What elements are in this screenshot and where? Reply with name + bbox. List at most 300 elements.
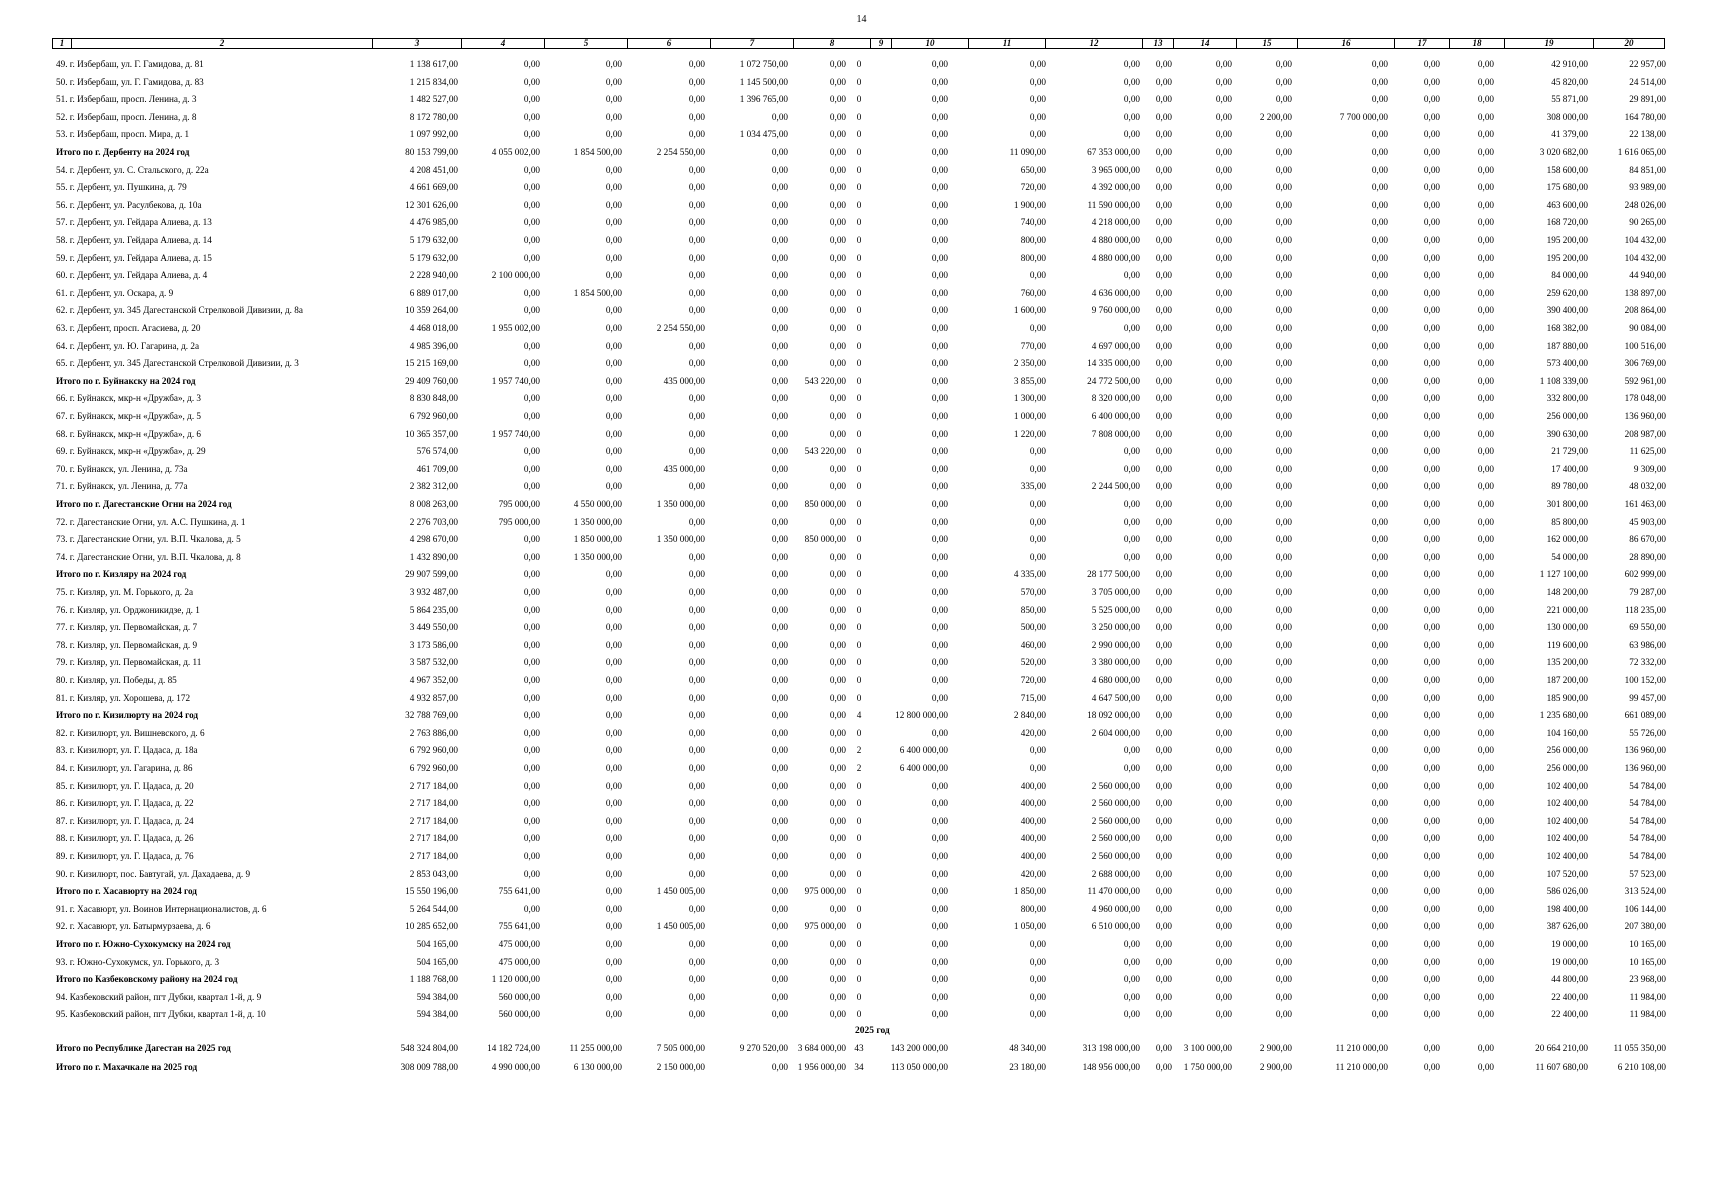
value-cell: 32 788 769,00 — [405, 710, 458, 721]
value-cell: 1 482 527,00 — [409, 94, 458, 105]
value-cell: 138 897,00 — [1624, 287, 1666, 298]
value-cell: 1 034 475,00 — [739, 129, 788, 140]
value-cell: 0,00 — [931, 903, 948, 914]
value-cell: 0,00 — [1477, 868, 1494, 879]
value-cell: 0,00 — [1275, 235, 1292, 245]
value-cell: 0,00 — [829, 745, 846, 756]
value-cell: 1 850 000,00 — [573, 534, 622, 545]
value-cell: 0,00 — [931, 727, 948, 738]
value-cell: 0,00 — [688, 675, 705, 685]
value-cell: 0,00 — [1275, 551, 1292, 562]
value-cell: 0,00 — [829, 833, 846, 844]
value-cell: 0,00 — [931, 235, 948, 245]
value-cell: 0,00 — [829, 1009, 846, 1020]
address-cell: 93. г. Южно-Сухокумск, ул. Горького, д. 3 — [56, 956, 220, 967]
value-cell: 0,00 — [829, 94, 846, 105]
value-cell: 0,00 — [829, 59, 846, 69]
value-cell: 0,00 — [1275, 727, 1292, 738]
value-cell: 0,00 — [931, 463, 948, 474]
value-cell: 0,00 — [771, 411, 788, 421]
value-cell: 0,00 — [688, 587, 705, 597]
value-cell: 11 055 350,00 — [1613, 1043, 1666, 1053]
value-cell: 0,00 — [1275, 76, 1292, 87]
value-cell: 0,00 — [1123, 323, 1140, 333]
value-cell: 0,00 — [605, 851, 622, 861]
header-col-13: 13 — [1143, 39, 1174, 49]
value-cell: 0,00 — [1477, 780, 1494, 791]
value-cell: 0,00 — [605, 411, 622, 421]
value-cell: 0,00 — [1155, 868, 1172, 879]
value-cell: 0,00 — [1123, 111, 1140, 122]
value-cell: 0,00 — [1275, 446, 1292, 457]
value-cell: 770,00 — [1020, 340, 1046, 351]
value-cell: 0,00 — [1477, 921, 1494, 932]
value-cell: 1 600,00 — [1013, 305, 1046, 316]
subtotal-label: Итого по г. Южно-Сухокумску на 2024 год — [56, 939, 231, 949]
value-cell: 594 384,00 — [416, 991, 458, 1002]
value-cell: 0,00 — [1477, 622, 1494, 633]
value-cell: 0,00 — [1423, 534, 1440, 545]
value-cell: 0 — [856, 798, 862, 809]
value-cell: 0,00 — [771, 939, 788, 949]
header-col-14: 14 — [1174, 39, 1237, 49]
value-cell: 12 800 000,00 — [895, 710, 948, 721]
value-cell: 0,00 — [771, 569, 788, 580]
value-cell: 0,00 — [1371, 974, 1388, 985]
value-cell: 0 — [856, 147, 862, 157]
value-cell: 0,00 — [829, 939, 846, 949]
value-cell: 1 220,00 — [1013, 428, 1046, 439]
value-cell: 0,00 — [1477, 323, 1494, 333]
value-cell: 0,00 — [829, 463, 846, 474]
value-cell: 0,00 — [1477, 956, 1494, 967]
value-cell: 975 000,00 — [804, 921, 846, 932]
value-cell: 1 050,00 — [1013, 921, 1046, 932]
table-row — [0, 408, 1723, 425]
value-cell: 461 709,00 — [416, 463, 458, 474]
value-cell: 3 855,00 — [1013, 375, 1046, 386]
subtotal-label: Итого по г. Махачкале на 2025 год — [56, 1062, 198, 1072]
value-cell: 0,00 — [931, 956, 948, 967]
value-cell: 3 380 000,00 — [1091, 657, 1140, 668]
value-cell: 29 891,00 — [1629, 94, 1666, 105]
value-cell: 0,00 — [829, 604, 846, 615]
value-cell: 45 820,00 — [1551, 76, 1588, 87]
value-cell: 0,00 — [1477, 745, 1494, 756]
value-cell: 0,00 — [829, 199, 846, 210]
table-row — [0, 179, 1723, 196]
value-cell: 0,00 — [931, 833, 948, 844]
value-cell: 0,00 — [1371, 956, 1388, 967]
value-cell: 2 228 940,00 — [409, 270, 458, 281]
value-cell: 0,00 — [771, 199, 788, 210]
value-cell: 0,00 — [1215, 745, 1232, 756]
address-cell: 85. г. Кизилюрт, ул. Г. Цадаса, д. 20 — [56, 780, 194, 791]
value-cell: 0,00 — [1371, 499, 1388, 509]
value-cell: 0,00 — [1155, 111, 1172, 122]
value-cell: 0,00 — [1155, 129, 1172, 140]
value-cell: 0,00 — [688, 270, 705, 281]
value-cell: 0,00 — [1215, 481, 1232, 492]
value-cell: 0,00 — [1477, 569, 1494, 580]
value-cell: 0,00 — [605, 323, 622, 333]
value-cell: 0,00 — [605, 974, 622, 985]
value-cell: 400,00 — [1020, 815, 1046, 826]
table-row — [0, 285, 1723, 302]
value-cell: 0,00 — [829, 657, 846, 668]
value-cell: 0 — [856, 622, 862, 633]
value-cell: 0,00 — [1371, 886, 1388, 897]
value-cell: 0 — [856, 903, 862, 914]
value-cell: 0,00 — [605, 375, 622, 386]
table-row — [0, 760, 1723, 777]
value-cell: 0,00 — [829, 111, 846, 122]
value-cell: 0,00 — [688, 727, 705, 738]
value-cell: 168 720,00 — [1546, 217, 1588, 228]
value-cell: 0,00 — [1423, 411, 1440, 421]
value-cell: 185 900,00 — [1546, 692, 1588, 703]
value-cell: 72 332,00 — [1629, 657, 1666, 668]
value-cell: 0,00 — [931, 604, 948, 615]
address-cell: 84. г. Кизилюрт, ул. Гагарина, д. 86 — [56, 763, 193, 773]
value-cell: 0,00 — [1215, 323, 1232, 333]
value-cell: 0,00 — [771, 164, 788, 175]
value-cell: 0,00 — [1423, 182, 1440, 193]
value-cell: 0,00 — [1123, 745, 1140, 756]
value-cell: 0 — [856, 587, 862, 597]
value-cell: 0,00 — [931, 393, 948, 404]
value-cell: 11 607 680,00 — [1535, 1062, 1588, 1072]
value-cell: 0,00 — [1477, 991, 1494, 1002]
value-cell: 0,00 — [523, 446, 540, 457]
subtotal-row — [0, 971, 1723, 988]
value-cell: 0,00 — [1275, 798, 1292, 809]
value-cell: 1 350 000,00 — [656, 499, 705, 509]
address-cell: 71. г. Буйнакск, ул. Ленина, д. 77а — [56, 481, 188, 492]
value-cell: 0,00 — [1423, 991, 1440, 1002]
value-cell: 0,00 — [523, 252, 540, 263]
table-row — [0, 602, 1723, 619]
value-cell: 0,00 — [688, 129, 705, 140]
value-cell: 0,00 — [1029, 270, 1046, 281]
table-row — [0, 214, 1723, 231]
value-cell: 0,00 — [1275, 921, 1292, 932]
value-cell: 0,00 — [1029, 956, 1046, 967]
value-cell: 0,00 — [1371, 1009, 1388, 1020]
value-cell: 136 960,00 — [1624, 763, 1666, 773]
value-cell: 2 900,00 — [1259, 1062, 1292, 1072]
value-cell: 420,00 — [1020, 868, 1046, 879]
value-cell: 0,00 — [771, 657, 788, 668]
value-cell: 168 382,00 — [1546, 323, 1588, 333]
value-cell: 0,00 — [1215, 129, 1232, 140]
value-cell: 0,00 — [1275, 375, 1292, 386]
value-cell: 0,00 — [605, 59, 622, 69]
value-cell: 560 000,00 — [498, 1009, 540, 1020]
value-cell: 0,00 — [605, 639, 622, 650]
value-cell: 0,00 — [1423, 851, 1440, 861]
subtotal-row — [0, 936, 1723, 953]
value-cell: 0,00 — [605, 199, 622, 210]
value-cell: 119 600,00 — [1546, 639, 1588, 650]
value-cell: 0,00 — [1155, 991, 1172, 1002]
value-cell: 0,00 — [1155, 921, 1172, 932]
value-cell: 2 717 184,00 — [409, 815, 458, 826]
value-cell: 0,00 — [1477, 851, 1494, 861]
value-cell: 0,00 — [829, 182, 846, 193]
value-cell: 4 880 000,00 — [1091, 252, 1140, 263]
address-cell: 50. г. Избербаш, ул. Г. Гамидова, д. 83 — [56, 76, 204, 87]
value-cell: 0,00 — [1371, 217, 1388, 228]
value-cell: 0,00 — [771, 147, 788, 157]
value-cell: 0,00 — [688, 481, 705, 492]
subtotal-row — [0, 1040, 1723, 1057]
value-cell: 187 200,00 — [1546, 675, 1588, 685]
value-cell: 0,00 — [1371, 340, 1388, 351]
value-cell: 0,00 — [523, 94, 540, 105]
value-cell: 0,00 — [1123, 270, 1140, 281]
value-cell: 0,00 — [605, 428, 622, 439]
value-cell: 0 — [856, 111, 862, 122]
value-cell: 0,00 — [931, 94, 948, 105]
value-cell: 0,00 — [931, 217, 948, 228]
value-cell: 0,00 — [605, 393, 622, 404]
value-cell: 0,00 — [688, 199, 705, 210]
header-col-2: 2 — [72, 39, 373, 49]
value-cell: 0,00 — [1371, 199, 1388, 210]
address-cell: 70. г. Буйнакск, ул. Ленина, д. 73а — [56, 463, 188, 474]
value-cell: 24 772 500,00 — [1087, 375, 1140, 386]
value-cell: 0 — [856, 604, 862, 615]
header-col-1: 1 — [53, 39, 72, 49]
value-cell: 0,00 — [931, 129, 948, 140]
value-cell: 4 476 985,00 — [409, 217, 458, 228]
value-cell: 0,00 — [1477, 939, 1494, 949]
value-cell: 1 127 100,00 — [1539, 569, 1588, 580]
value-cell: 0,00 — [1155, 798, 1172, 809]
value-cell: 0,00 — [1123, 991, 1140, 1002]
value-cell: 44 940,00 — [1629, 270, 1666, 281]
value-cell: 2 244 500,00 — [1091, 481, 1140, 492]
value-cell: 18 092 000,00 — [1087, 710, 1140, 721]
value-cell: 0,00 — [1423, 199, 1440, 210]
value-cell: 0,00 — [1215, 358, 1232, 369]
value-cell: 0,00 — [1123, 1009, 1140, 1020]
value-cell: 0,00 — [1371, 94, 1388, 105]
value-cell: 1 854 500,00 — [573, 147, 622, 157]
header-col-12: 12 — [1046, 39, 1143, 49]
value-cell: 0,00 — [931, 147, 948, 157]
value-cell: 0,00 — [931, 886, 948, 897]
value-cell: 10 165,00 — [1629, 939, 1666, 949]
value-cell: 0,00 — [1371, 235, 1388, 245]
value-cell: 504 165,00 — [416, 956, 458, 967]
value-cell: 208 864,00 — [1624, 305, 1666, 316]
value-cell: 0,00 — [931, 692, 948, 703]
value-cell: 0,00 — [688, 798, 705, 809]
value-cell: 0,00 — [1215, 710, 1232, 721]
value-cell: 1 750 000,00 — [1183, 1062, 1232, 1072]
value-cell: 256 000,00 — [1546, 745, 1588, 756]
value-cell: 0,00 — [1029, 939, 1046, 949]
value-cell: 0,00 — [523, 727, 540, 738]
value-cell: 0,00 — [1155, 199, 1172, 210]
value-cell: 475 000,00 — [498, 956, 540, 967]
address-cell: 56. г. Дербент, ул. Расулбекова, д. 10а — [56, 199, 202, 210]
value-cell: 0,00 — [1155, 499, 1172, 509]
value-cell: 0,00 — [1423, 76, 1440, 87]
value-cell: 0,00 — [771, 991, 788, 1002]
value-cell: 0,00 — [1275, 305, 1292, 316]
value-cell: 0,00 — [1423, 499, 1440, 509]
value-cell: 0,00 — [1123, 939, 1140, 949]
value-cell: 0,00 — [605, 76, 622, 87]
value-cell: 0,00 — [829, 129, 846, 140]
value-cell: 0,00 — [771, 499, 788, 509]
address-cell: 57. г. Дербент, ул. Гейдара Алиева, д. 13 — [56, 217, 212, 228]
header-col-11: 11 — [969, 39, 1046, 49]
header-col-20: 20 — [1594, 39, 1665, 49]
value-cell: 0,00 — [688, 551, 705, 562]
value-cell: 0,00 — [523, 358, 540, 369]
value-cell: 0,00 — [1155, 1009, 1172, 1020]
value-cell: 0,00 — [1423, 375, 1440, 386]
value-cell: 0,00 — [1029, 551, 1046, 562]
value-cell: 4 468 018,00 — [409, 323, 458, 333]
value-cell: 0,00 — [688, 111, 705, 122]
table-row — [0, 584, 1723, 601]
value-cell: 67 353 000,00 — [1087, 147, 1140, 157]
value-cell: 0,00 — [1155, 94, 1172, 105]
value-cell: 0,00 — [931, 639, 948, 650]
value-cell: 6 400 000,00 — [899, 763, 948, 773]
value-cell: 4 055 002,00 — [491, 147, 540, 157]
table-row — [0, 654, 1723, 671]
value-cell: 4 392 000,00 — [1091, 182, 1140, 193]
header-col-19: 19 — [1505, 39, 1594, 49]
value-cell: 0,00 — [688, 76, 705, 87]
address-cell: 54. г. Дербент, ул. С. Стальского, д. 22а — [56, 164, 209, 175]
value-cell: 0,00 — [1155, 59, 1172, 69]
value-cell: 3 587 532,00 — [409, 657, 458, 668]
value-cell: 0 — [856, 851, 862, 861]
value-cell: 0,00 — [523, 692, 540, 703]
value-cell: 0,00 — [931, 815, 948, 826]
value-cell: 0,00 — [1275, 622, 1292, 633]
value-cell: 85 800,00 — [1551, 516, 1588, 527]
value-cell: 0,00 — [1155, 956, 1172, 967]
value-cell: 0,00 — [1423, 59, 1440, 69]
value-cell: 0,00 — [1215, 991, 1232, 1002]
value-cell: 1 900,00 — [1013, 199, 1046, 210]
value-cell: 69 550,00 — [1629, 622, 1666, 633]
value-cell: 0,00 — [1275, 516, 1292, 527]
value-cell: 0,00 — [1371, 780, 1388, 791]
value-cell: 0,00 — [523, 622, 540, 633]
subtotal-label: Итого по г. Дагестанские Огни на 2024 год — [56, 499, 232, 509]
value-cell: 15 215 169,00 — [405, 358, 458, 369]
value-cell: 0 — [856, 833, 862, 844]
value-cell: 1 616 065,00 — [1617, 147, 1666, 157]
value-cell: 0,00 — [688, 340, 705, 351]
value-cell: 0,00 — [605, 111, 622, 122]
value-cell: 2 560 000,00 — [1091, 833, 1140, 844]
table-row — [0, 531, 1723, 548]
value-cell: 0,00 — [1371, 76, 1388, 87]
value-cell: 0,00 — [605, 727, 622, 738]
value-cell: 2 350,00 — [1013, 358, 1046, 369]
value-cell: 11 590 000,00 — [1087, 199, 1140, 210]
value-cell: 28 890,00 — [1629, 551, 1666, 562]
value-cell: 4 985 396,00 — [409, 340, 458, 351]
value-cell: 0,00 — [1477, 516, 1494, 527]
value-cell: 0,00 — [1423, 815, 1440, 826]
value-cell: 54 000,00 — [1551, 551, 1588, 562]
value-cell: 0,00 — [1155, 780, 1172, 791]
value-cell: 0,00 — [1371, 727, 1388, 738]
value-cell: 5 864 235,00 — [409, 604, 458, 615]
value-cell: 0,00 — [1423, 94, 1440, 105]
value-cell: 4 636 000,00 — [1091, 287, 1140, 298]
value-cell: 0,00 — [605, 886, 622, 897]
value-cell: 0,00 — [688, 780, 705, 791]
table-row — [0, 1006, 1723, 1023]
value-cell: 0 — [856, 692, 862, 703]
value-cell: 0,00 — [829, 974, 846, 985]
value-cell: 0,00 — [1423, 587, 1440, 597]
value-cell: 0,00 — [1275, 499, 1292, 509]
value-cell: 0,00 — [1155, 815, 1172, 826]
value-cell: 0,00 — [1477, 815, 1494, 826]
value-cell: 11 470 000,00 — [1087, 886, 1140, 897]
value-cell: 14 335 000,00 — [1087, 358, 1140, 369]
value-cell: 0,00 — [605, 340, 622, 351]
value-cell: 0,00 — [1029, 499, 1046, 509]
value-cell: 0,00 — [1155, 411, 1172, 421]
value-cell: 0,00 — [1423, 340, 1440, 351]
value-cell: 0,00 — [1155, 710, 1172, 721]
value-cell: 256 000,00 — [1546, 411, 1588, 421]
value-cell: 79 287,00 — [1629, 587, 1666, 597]
value-cell: 0,00 — [1275, 657, 1292, 668]
value-cell: 0,00 — [829, 798, 846, 809]
value-cell: 0,00 — [1477, 164, 1494, 175]
value-cell: 0,00 — [1029, 974, 1046, 985]
address-cell: 61. г. Дербент, ул. Оскара, д. 9 — [56, 287, 174, 298]
value-cell: 0,00 — [523, 639, 540, 650]
value-cell: 0,00 — [931, 921, 948, 932]
value-cell: 570,00 — [1020, 587, 1046, 597]
value-cell: 0,00 — [829, 340, 846, 351]
value-cell: 0,00 — [1155, 463, 1172, 474]
value-cell: 850 000,00 — [804, 534, 846, 545]
value-cell: 2 560 000,00 — [1091, 851, 1140, 861]
value-cell: 0,00 — [1423, 463, 1440, 474]
value-cell: 650,00 — [1020, 164, 1046, 175]
value-cell: 0 — [856, 868, 862, 879]
value-cell: 463 600,00 — [1546, 199, 1588, 210]
value-cell: 84 000,00 — [1551, 270, 1588, 281]
value-cell: 8 320 000,00 — [1091, 393, 1140, 404]
value-cell: 0,00 — [523, 217, 540, 228]
value-cell: 0,00 — [931, 516, 948, 527]
value-cell: 0,00 — [771, 798, 788, 809]
value-cell: 0,00 — [1215, 94, 1232, 105]
value-cell: 0,00 — [1275, 59, 1292, 69]
value-cell: 0,00 — [1215, 974, 1232, 985]
value-cell: 43 — [854, 1043, 864, 1053]
value-cell: 0,00 — [1477, 1009, 1494, 1020]
